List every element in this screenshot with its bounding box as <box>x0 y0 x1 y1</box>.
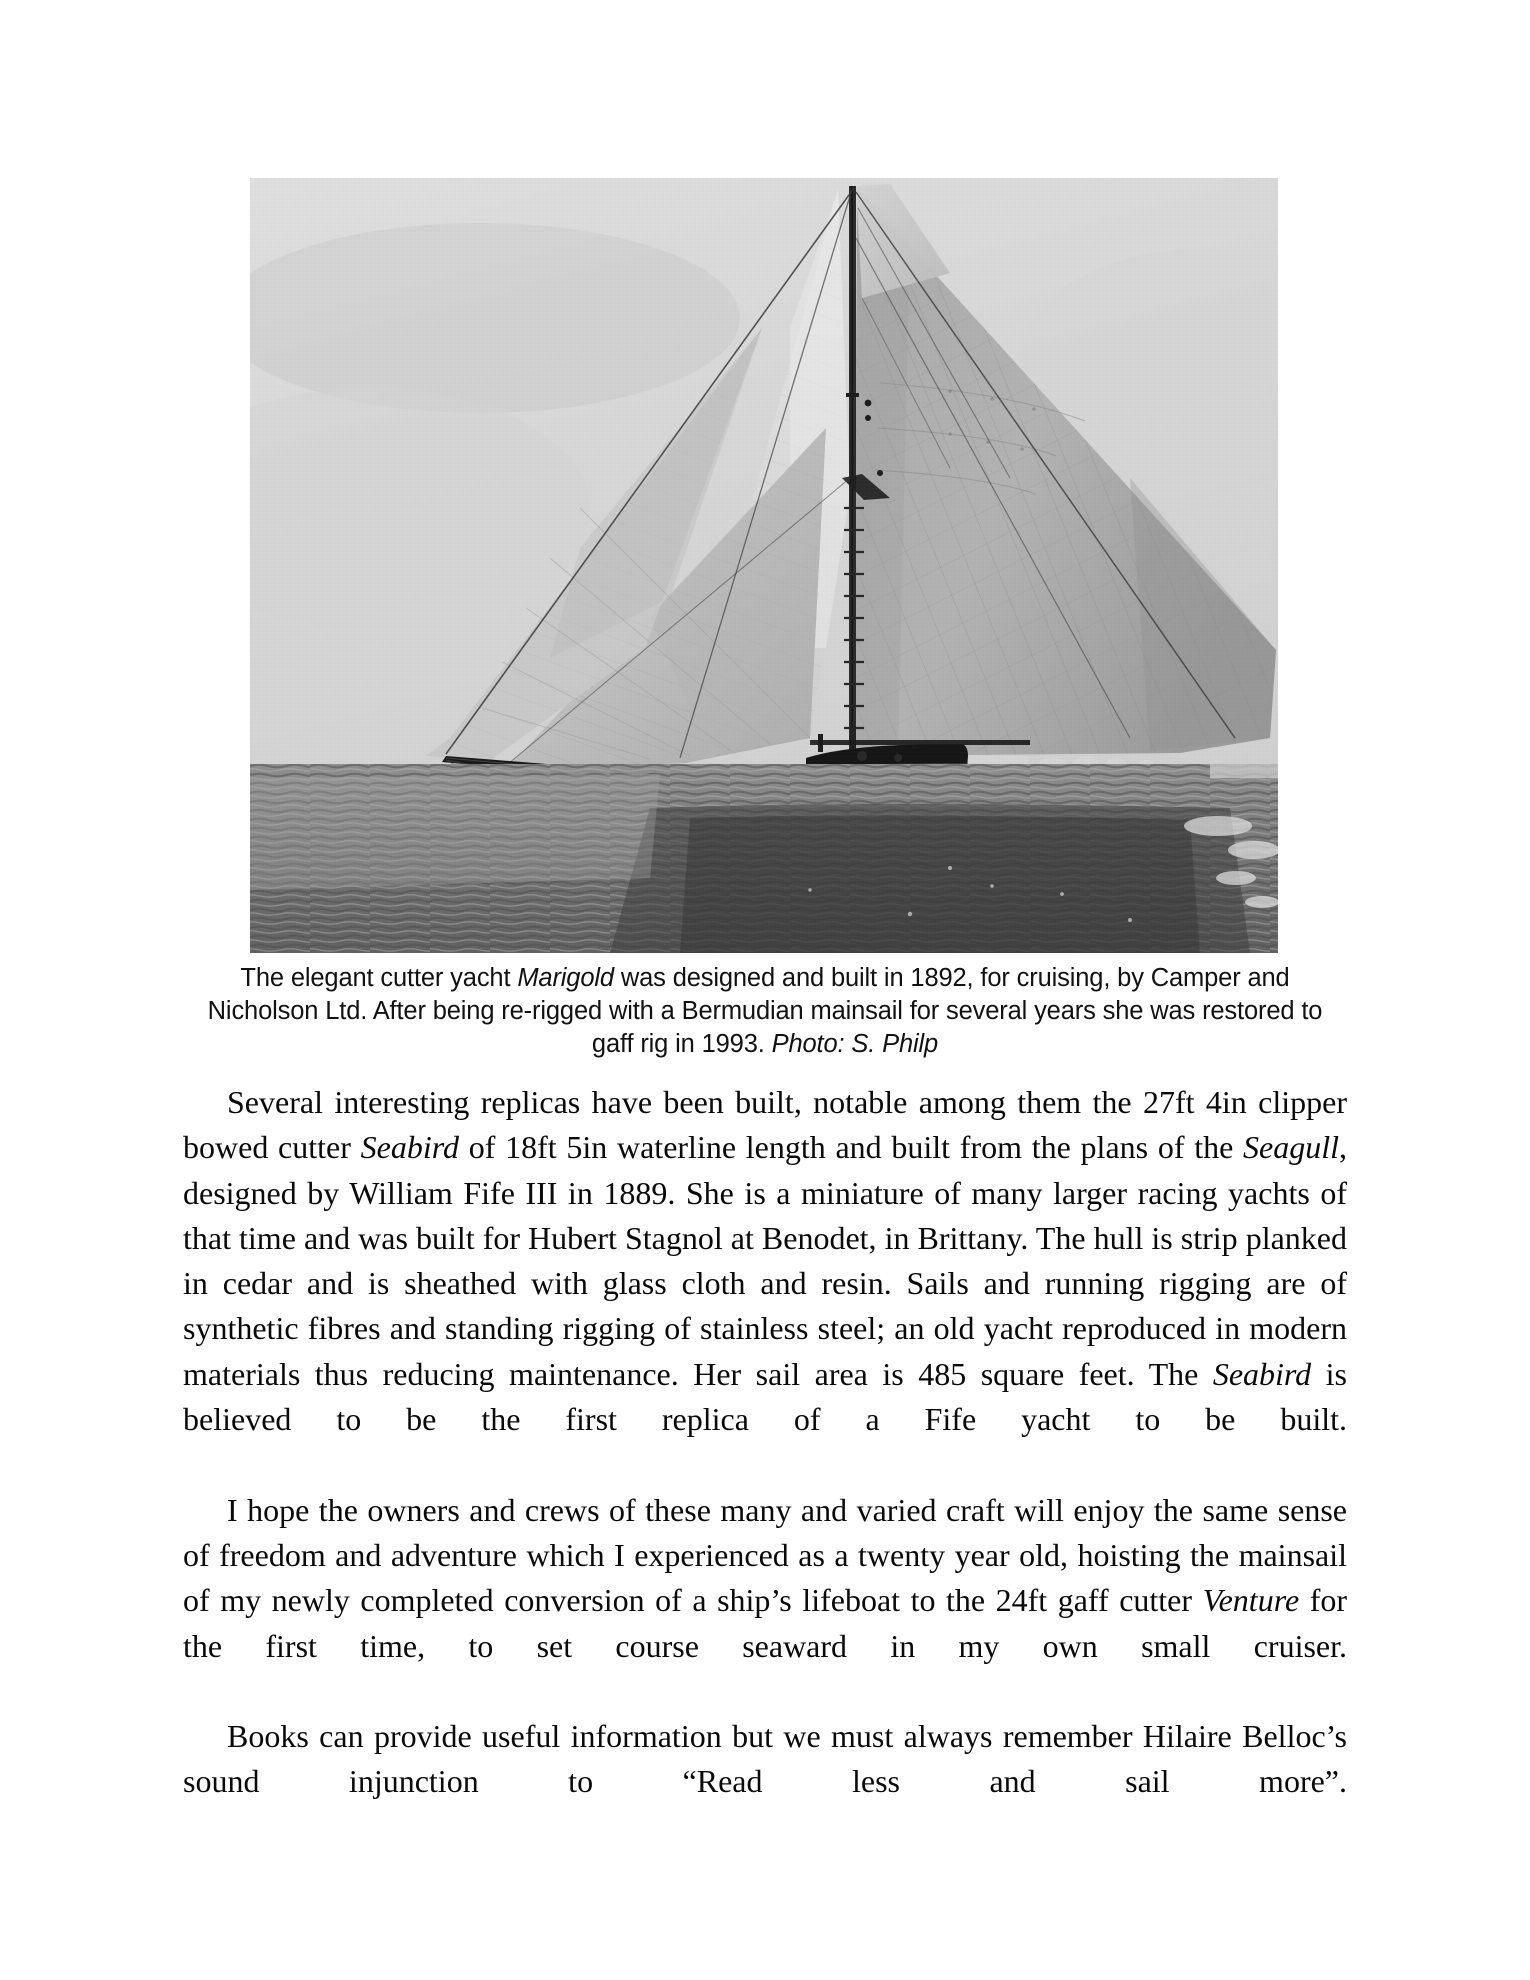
p3-seg1: Books can provide useful information but we must always remember Hilaire Belloc’s sound injunction to “Read less and sail more”. <box>183 1718 1347 1800</box>
p1-italic-seabird-2: Seabird <box>1212 1355 1312 1392</box>
caption-text-3: Nicholson Ltd. After being re-rigged with a Bermudian mainsail for several years she was <box>207 997 1196 1025</box>
photo-grain <box>250 178 1278 953</box>
caption-text-2: was designed and built in 1892, for cruising, by Camper and <box>613 964 1290 992</box>
caption-photo-credit: Photo: S. Philp <box>771 1030 939 1058</box>
paragraph-hope <box>183 1488 1347 1714</box>
p2-italic-venture: Venture <box>1202 1582 1300 1619</box>
p1-italic-seabird-1: Seabird <box>360 1129 459 1166</box>
caption-text-1: The elegant cutter yacht <box>240 964 518 992</box>
p1-seg3: , designed by William Fife III in 1889. She is a miniature of many larger racing yachts of that time and was built for Hubert Stagnol at Benodet, in Brittany. The hull is strip planked in cedar and is sheathed with glass cloth and resin. Sails and running rigging are of synthetic fibres and standing rigging of stainless steel; an old yacht reproduced in modern materials thus reducing maintenance. Her sail area is 485 square feet. The <box>183 1129 1348 1392</box>
caption-text-4: restored to gaff rig in 1993. <box>591 997 1323 1058</box>
caption-italic-marigold: Marigold <box>517 964 614 992</box>
p1-seg1: Several interesting replicas have been built, notable among them the 27ft 4in clipper bowed cutter <box>183 1084 1347 1166</box>
p1-seg4: is believed to be the first replica of a Fife yacht to be built. <box>183 1355 1348 1438</box>
photo-frame <box>250 178 1278 953</box>
article-body <box>183 1080 1347 1850</box>
paragraph-books <box>183 1714 1347 1850</box>
figure-marigold <box>250 178 1278 953</box>
p1-italic-seagull: Seagull <box>1243 1129 1340 1166</box>
p2-seg1: I hope the owners and crews of these many and varied craft will enjoy the same sense of freedom and adventure which I experienced as a twenty year old, hoisting the mainsail of my newly completed conversion of a ship’s lifeboat to the 24ft gaff cutter <box>183 1491 1347 1619</box>
paragraph-replicas <box>183 1080 1347 1488</box>
marigold-photo-image <box>250 178 1278 953</box>
figure-caption <box>185 962 1345 1061</box>
p1-seg2: of 18ft 5in waterline length and built from the plans of the <box>458 1129 1244 1166</box>
p2-seg2: for the first time, to set course seaward in my own small cruiser. <box>183 1582 1348 1664</box>
